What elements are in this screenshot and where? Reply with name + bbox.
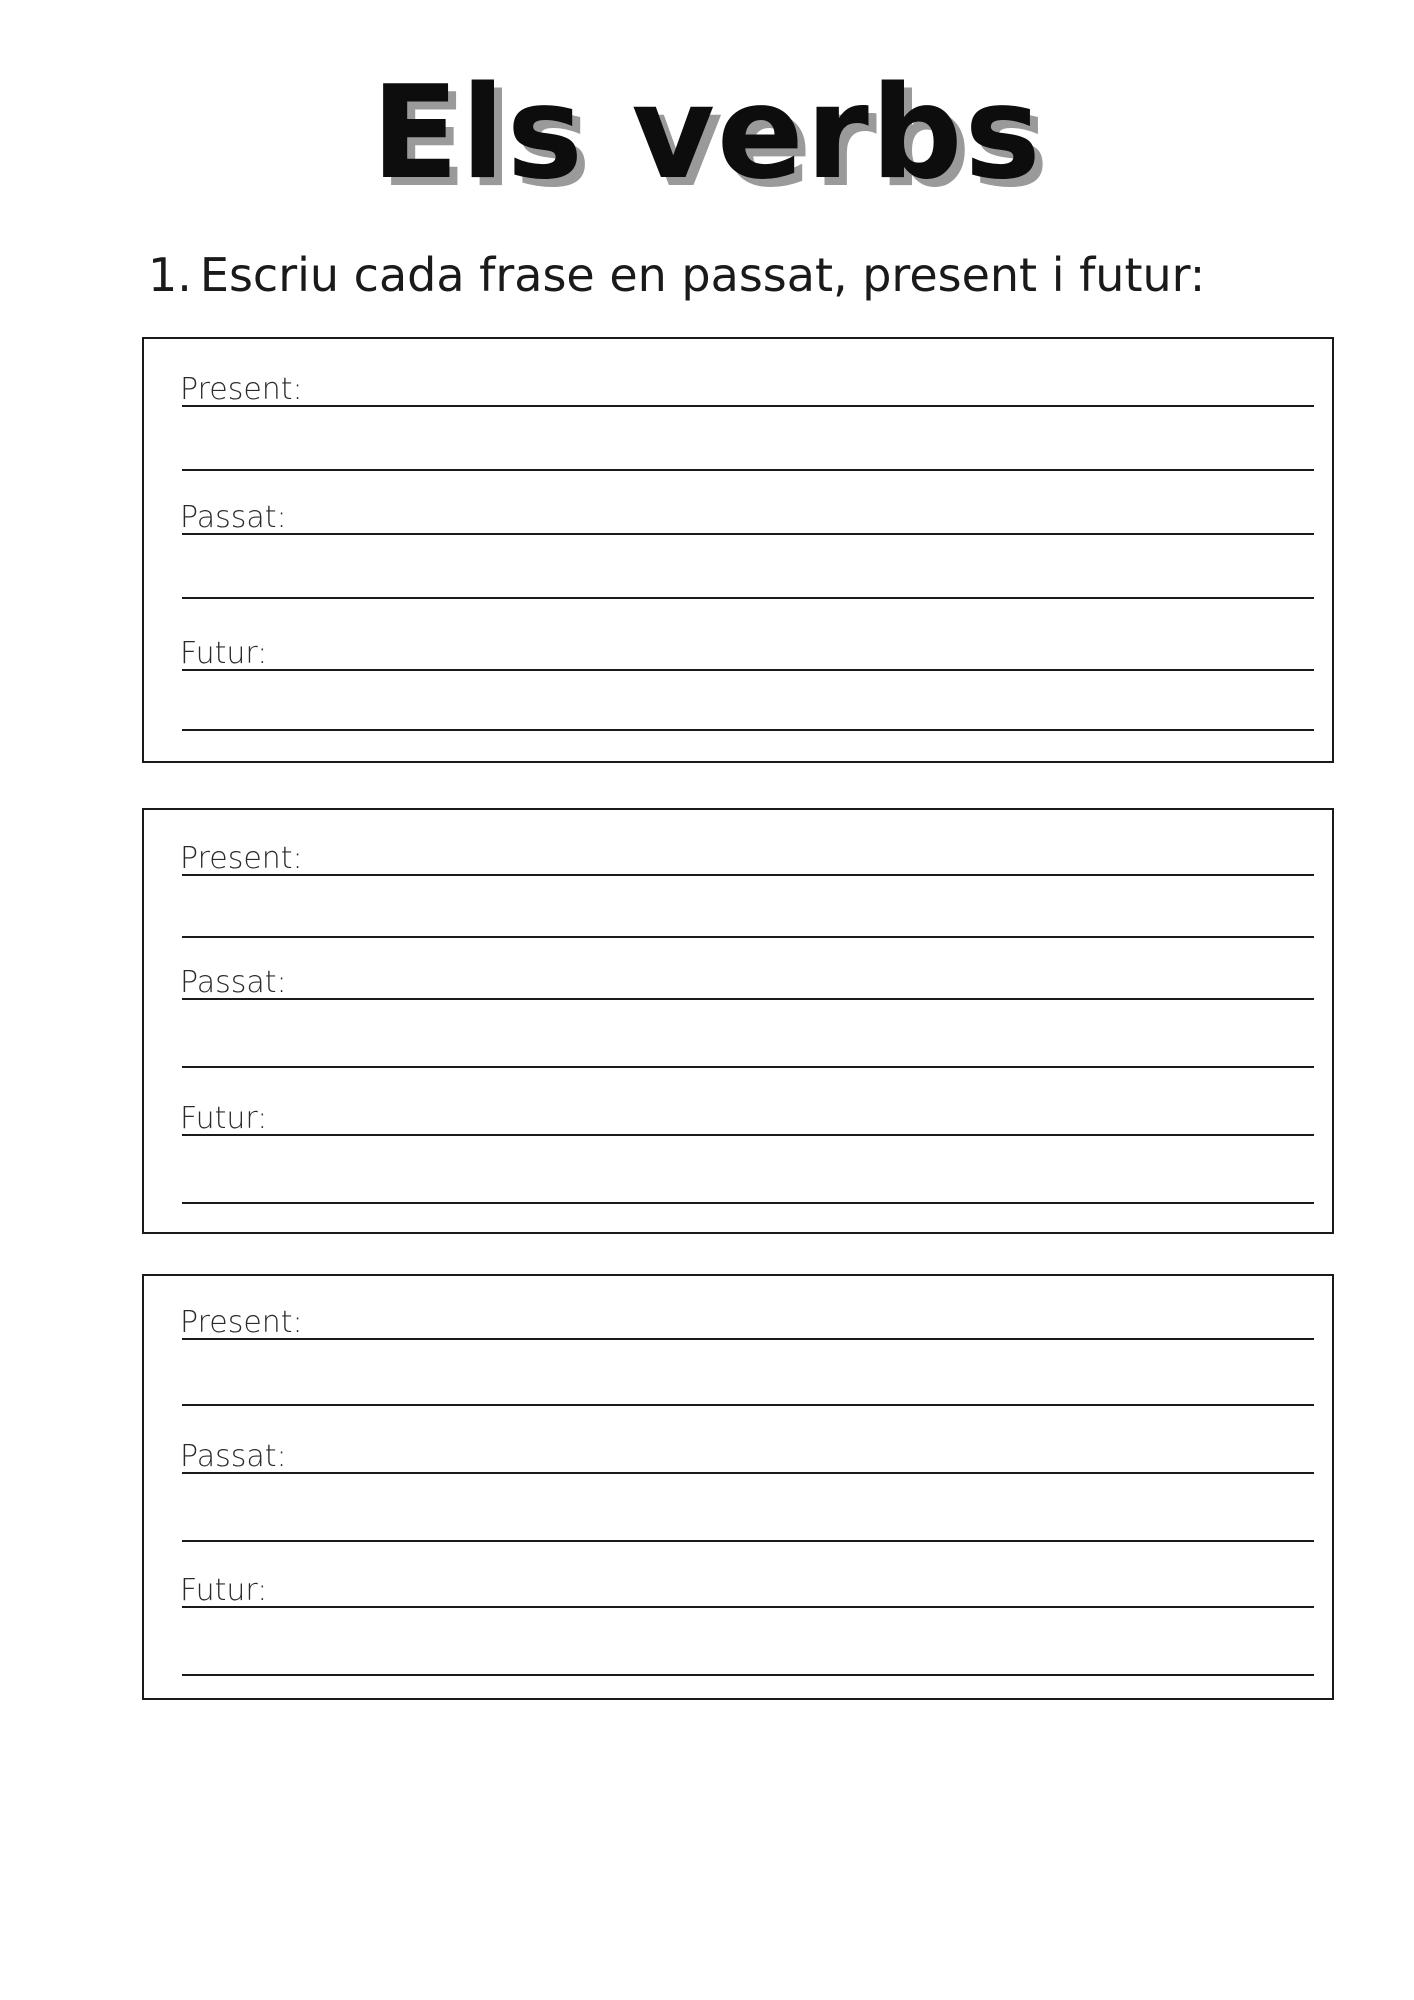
exercise-number: 1. [148,248,192,302]
answer-row-past-continued[interactable] [180,1494,1314,1542]
writing-line [182,874,1314,876]
future-label: Futur: [180,1101,268,1136]
answer-row-past[interactable] [180,487,1314,535]
answer-row-past[interactable] [180,952,1314,1000]
writing-line [182,1472,1314,1474]
writing-line [182,936,1314,938]
writing-line [182,998,1314,1000]
writing-line [182,469,1314,471]
exercise-box-2 [142,808,1334,1234]
present-label: Present: [180,841,303,876]
page-title: Els verbs [371,59,1043,208]
answer-row-present[interactable] [180,828,1314,876]
answer-row-present-continued[interactable] [180,423,1314,471]
answer-row-past-continued[interactable] [180,1020,1314,1068]
writing-line [182,1338,1314,1340]
writing-line [182,405,1314,407]
past-label: Passat: [180,500,287,535]
present-label: Present: [180,1305,303,1340]
writing-line [182,533,1314,535]
writing-line [182,729,1314,731]
past-label: Passat: [180,965,287,1000]
answer-row-past-continued[interactable] [180,551,1314,599]
writing-line [182,1606,1314,1608]
answer-row-future[interactable] [180,1560,1314,1608]
future-label: Futur: [180,1573,268,1608]
answer-row-present-continued[interactable] [180,890,1314,938]
answer-row-future-continued[interactable] [180,683,1314,731]
answer-row-present[interactable] [180,359,1314,407]
writing-line [182,1540,1314,1542]
exercise-text: Escriu cada frase en passat, present i futur: [199,248,1206,302]
answer-row-present-continued[interactable] [180,1358,1314,1406]
exercise-box-1 [142,337,1334,763]
exercise-instruction [148,248,1205,303]
answer-row-future[interactable] [180,1088,1314,1136]
writing-line [182,1674,1314,1676]
writing-line [182,1202,1314,1204]
writing-line [182,1134,1314,1136]
answer-row-present[interactable] [180,1292,1314,1340]
answer-row-future-continued[interactable] [180,1628,1314,1676]
writing-line [182,1066,1314,1068]
writing-line [182,669,1314,671]
past-label: Passat: [180,1439,287,1474]
present-label: Present: [180,372,303,407]
answer-row-past[interactable] [180,1426,1314,1474]
answer-row-future[interactable] [180,623,1314,671]
answer-row-future-continued[interactable] [180,1156,1314,1204]
writing-line [182,1404,1314,1406]
exercise-box-3 [142,1274,1334,1700]
writing-line [182,597,1314,599]
future-label: Futur: [180,636,268,671]
